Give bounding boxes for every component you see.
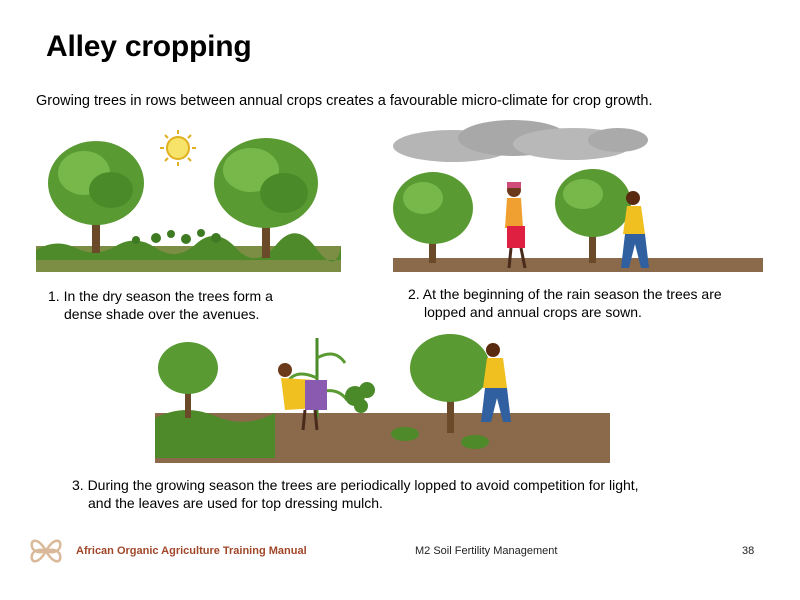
slide-subtitle: Growing trees in rows between annual crops creates a favourable micro-climate for crop growth. [36, 93, 653, 109]
caption-rain-season [408, 285, 722, 321]
manual-logo-icon [24, 533, 68, 569]
tree-right [555, 169, 631, 263]
rain-cloud-icon [393, 120, 648, 162]
tree-left [48, 141, 144, 253]
caption-growing-season [72, 476, 639, 512]
dry-season-illustration [36, 128, 341, 278]
slide-title: Alley cropping [46, 30, 252, 63]
caption-rain-season-line1: 2. At the beginning of the rain season the trees are [408, 286, 722, 302]
caption-growing-season-line2: and the leaves are used for top dressing mulch. [88, 495, 383, 511]
caption-dry-season-line1: 1. In the dry season the trees form a [48, 288, 273, 304]
footer-manual-title: African Organic Agriculture Training Manual [76, 545, 307, 557]
caption-growing-season-line1: 3. During the growing season the trees are periodically lopped to avoid competition for light, [72, 477, 639, 493]
woman-sowing-figure [505, 182, 525, 268]
sun-icon [160, 130, 196, 166]
caption-dry-season-line2: dense shade over the avenues. [64, 306, 260, 322]
tree-left [158, 342, 218, 418]
footer-page-number: 38 [742, 545, 755, 557]
rain-season-illustration [383, 118, 768, 278]
footer-module: M2 Soil Fertility Management [415, 545, 558, 557]
growing-season-illustration [155, 318, 610, 468]
tree-left [393, 172, 473, 263]
caption-rain-season-line2: lopped and annual crops are sown. [424, 304, 642, 320]
